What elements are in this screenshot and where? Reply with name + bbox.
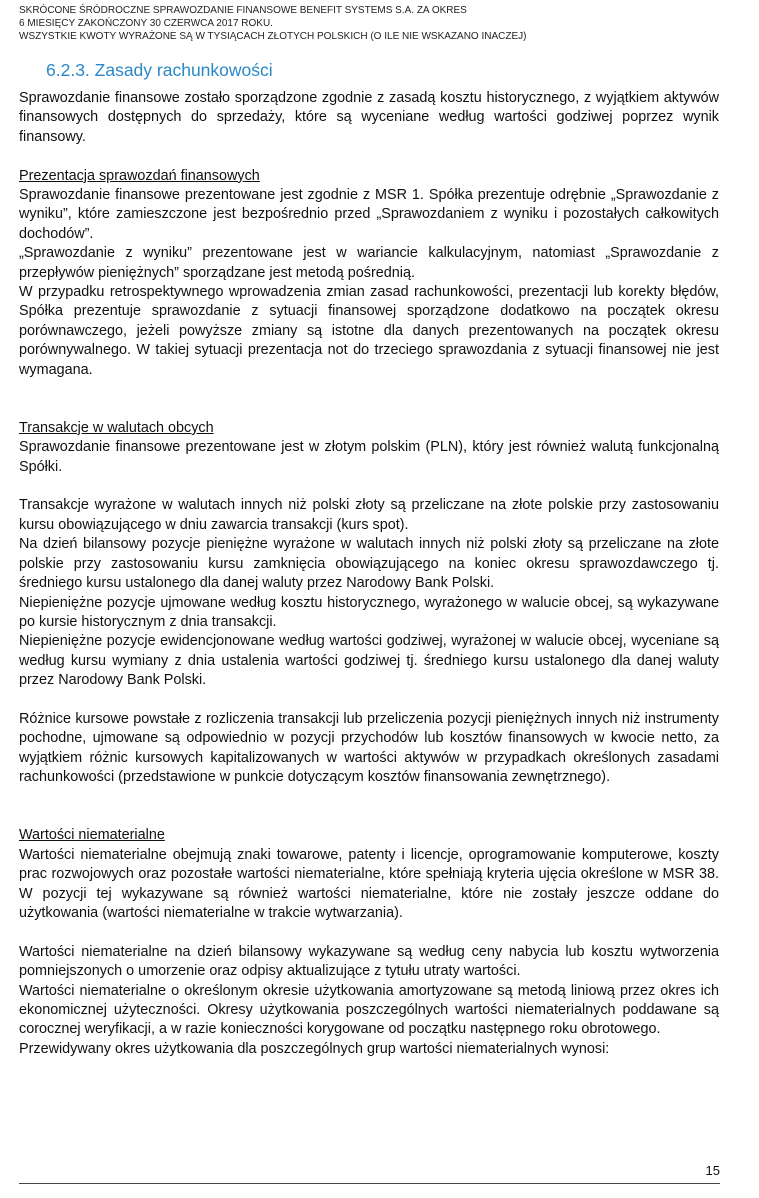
fx-paragraph-2: Transakcje wyrażone w walutach innych niż polski złoty są przeliczane na złote polskie przy zastosowaniu kursu obowiązującego w dniu zawarcia transakcji (kurs spot). <box>19 497 719 533</box>
fx-paragraph-4: Niepieniężne pozycje ujmowane według kosztu historycznego, wyrażonego w walucie obcej, są wykazywane po kursie historycznym z dnia transakcji. <box>19 594 719 630</box>
fx-paragraph-5: Niepieniężne pozycje ewidencjonowane według wartości godziwej, wyrażonej w walucie obcej, wyceniane są według kursu wymiany z dnia ustalenia wartości godziwej tj. średniego kursu ustalonego dla danej waluty przez Narodowy Bank Polski. <box>19 633 719 689</box>
document-body <box>19 89 719 1059</box>
presentation-paragraph-3: W przypadku retrospektywnego wprowadzenia zmian zasad rachunkowości, prezentacji lub korekty błędów, Spółka prezentuje sprawozdanie z sytuacji finansowej sporządzone dodatkowo na początek okresu porównawczego, jeżeli powyższe zmiany są istotne dla danych prezentowanych na początek okresu porównywalnego. W takiej sytuacji prezentacja not do trzeciego sprawozdania z sytuacji finansowej nie jest wymagana. <box>19 284 719 378</box>
section-title: 6.2.3. Zasady rachunkowości <box>46 60 273 80</box>
fx-heading: Transakcje w walutach obcych <box>19 419 214 436</box>
intangibles-paragraph-4: Przewidywany okres użytkowania dla poszczególnych grup wartości niematerialnych wynosi: <box>19 1040 610 1057</box>
fx-paragraph-6: Różnice kursowe powstałe z rozliczenia transakcji lub przeliczenia pozycji pieniężnych innych niż instrumenty pochodne, ujmowane są odpowiednio w pozycji przychodów lub kosztów finansowych w kwocie netto, za wyjątkiem różnic kursowych kapitalizowanych w wartości aktywów w przypadkach określonych zasadami rachunkowości (przedstawione w punkcie dotyczącym kosztów finansowania zewnętrznego). <box>19 710 719 786</box>
intangibles-paragraph-3: Wartości niematerialne o określonym okresie użytkowania amortyzowane są metodą liniową przez okres ich ekonomicznej użyteczności. Okresy użytkowania poszczególnych wartości niematerialnych poddawane są corocznej weryfikacji, a w razie konieczności korygowane od początku następnego roku obrotowego. <box>19 982 719 1038</box>
presentation-paragraph-2: „Sprawozdanie z wyniku” prezentowane jest w wariancie kalkulacyjnym, natomiast „Sprawozdanie z przepływów pieniężnych” sporządzane jest metodą pośrednią. <box>19 245 719 281</box>
intangibles-paragraph-1: Wartości niematerialne obejmują znaki towarowe, patenty i licencje, oprogramowanie komputerowe, koszty prac rozwojowych oraz pozostałe wartości niematerialne, które spełniają kryteria ujęcia określone w MSR 38. W pozycji tej wykazywane są również wartości niematerialne, które nie zostały jeszcze oddane do użytkowania (wartości niematerialne w trakcie wytwarzania). <box>19 846 719 921</box>
presentation-heading: Prezentacja sprawozdań finansowych <box>19 167 260 184</box>
header-line-2: 6 MIESIĘCY ZAKOŃCZONY 30 CZERWCA 2017 ROKU. <box>19 18 273 29</box>
footer-divider <box>19 1183 720 1184</box>
presentation-paragraph-1: Sprawozdanie finansowe prezentowane jest zgodnie z MSR 1. Spółka prezentuje odrębnie „Sprawozdanie z wyniku”, które zamieszczone jest bezpośrednio przed „Sprawozdaniem z wyniku i pozostałych całkowitych dochodów”. <box>19 187 719 242</box>
intangibles-paragraph-2: Wartości niematerialne na dzień bilansowy wykazywane są według ceny nabycia lub kosztu wytworzenia pomniejszonych o umorzenie oraz odpisy aktualizujące z tytułu utraty wartości. <box>19 943 719 980</box>
document-header <box>19 4 739 43</box>
page-number: 15 <box>705 1163 720 1178</box>
header-line-3: WSZYSTKIE KWOTY WYRAŻONE SĄ W TYSIĄCACH ZŁOTYCH POLSKICH (O ILE NIE WSKAZANO INACZEJ) <box>19 31 527 42</box>
intro-paragraph: Sprawozdanie finansowe zostało sporządzone zgodnie z zasadą kosztu historycznego, z wyjątkiem aktywów finansowych dostępnych do sprzedaży, które są wyceniane według wartości godziwej poprzez wynik finansowy. <box>19 90 719 145</box>
header-line-1: SKRÓCONE ŚRÓDROCZNE SPRAWOZDANIE FINANSOWE BENEFIT SYSTEMS S.A. ZA OKRES <box>19 5 467 16</box>
fx-paragraph-3: Na dzień bilansowy pozycje pieniężne wyrażone w walutach innych niż polski złoty są przeliczane na złote polskie przy zastosowaniu kursu zamknięcia obowiązującego na koniec okresu sprawozdawczego tj. średniego kursu ustalonego dla danej waluty przez Narodowy Bank Polski. <box>19 536 719 592</box>
fx-paragraph-1: Sprawozdanie finansowe prezentowane jest w złotym polskim (PLN), który jest również walutą funkcjonalną Spółki. <box>19 439 719 475</box>
intangibles-heading: Wartości niematerialne <box>19 827 165 844</box>
